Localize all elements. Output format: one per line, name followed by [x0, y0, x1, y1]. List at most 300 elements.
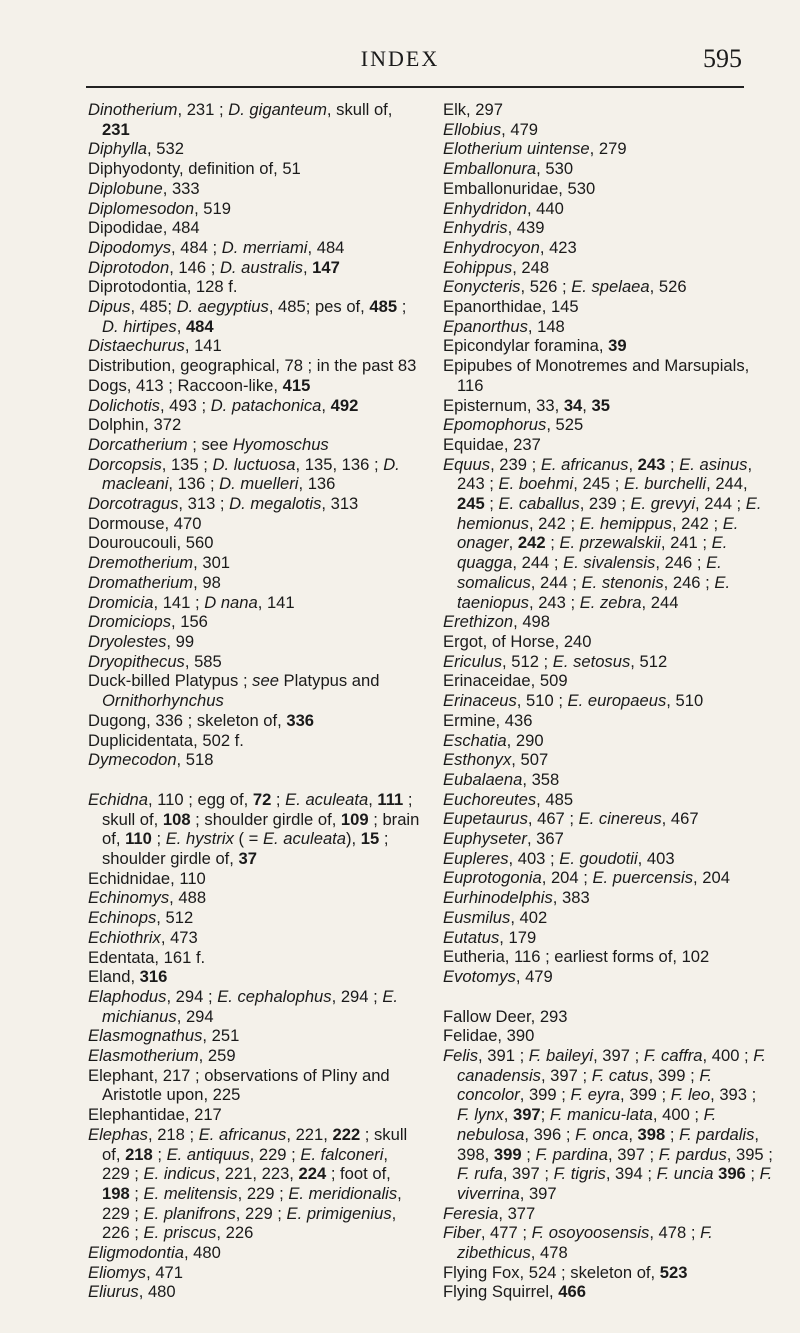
taxon-name: Dymecodon: [88, 750, 177, 770]
entry-text: , 525: [546, 415, 584, 435]
index-entry: [88, 1125, 420, 1243]
entry-text: ;: [665, 1124, 680, 1144]
entry-text: , 484: [307, 237, 345, 257]
entry-text: ; see: [187, 434, 233, 454]
index-entry: [443, 868, 773, 888]
header-rule: [86, 86, 744, 88]
entry-text: , 290: [506, 730, 544, 750]
entry-text: , 242 ;: [528, 513, 580, 533]
letter-section-gap: [443, 987, 773, 1007]
entry-text: Diphyodonty, definition of, 51: [88, 159, 301, 179]
index-entry: [88, 612, 420, 632]
index-entry: [88, 297, 420, 336]
figure-page-ref: 415: [282, 375, 311, 395]
entry-text: , 141 ;: [153, 592, 205, 612]
entry-text: , 239 ;: [490, 454, 541, 474]
taxon-name: Esthonyx: [443, 750, 512, 770]
figure-page-ref: 245: [457, 494, 485, 514]
index-entry: [443, 928, 773, 948]
index-entry: [443, 1282, 773, 1302]
entry-text: , 397 ;: [540, 1065, 592, 1085]
taxon-name: E. primigenius: [286, 1203, 392, 1223]
taxon-name: E. zebra: [579, 592, 642, 612]
index-entry: [88, 750, 420, 770]
entry-text: , 301: [193, 553, 231, 573]
entry-text: , 498: [513, 612, 551, 632]
figure-page-ref: 336: [286, 710, 315, 730]
entry-text: Douroucouli, 560: [88, 533, 214, 553]
taxon-name: Eutatus: [443, 927, 500, 947]
taxon-name: E. africanus: [540, 454, 629, 474]
taxon-name: Enhydris: [443, 218, 508, 238]
entry-text: , 221, 223,: [215, 1164, 299, 1184]
entry-text: Ermine, 436: [443, 710, 533, 730]
index-entry: [88, 790, 420, 869]
index-entry: [88, 100, 420, 139]
entry-text: , 99: [166, 631, 195, 651]
index-entry: [88, 652, 420, 672]
index-entry: [443, 908, 773, 928]
index-entry: [443, 1204, 773, 1224]
entry-text: ;: [151, 829, 166, 849]
taxon-name: E. burchelli: [624, 474, 707, 494]
taxon-name: F. pardus: [658, 1144, 727, 1164]
index-entry: [88, 396, 420, 416]
entry-text: , 244 ;: [512, 553, 564, 573]
entry-text: Eland,: [88, 967, 140, 987]
taxon-name: E. spelaea: [571, 277, 650, 297]
entry-text: , 141: [184, 336, 222, 356]
index-entry: [443, 967, 773, 987]
taxon-name: D nana: [204, 592, 258, 612]
figure-page-ref: 484: [185, 316, 214, 336]
taxon-name: Epomophorus: [443, 415, 547, 435]
entry-text: , 397 ;: [502, 1164, 554, 1184]
taxon-name: F. caffra: [643, 1046, 703, 1066]
entry-text: , 400 ;: [652, 1105, 704, 1125]
entry-text: , 439: [507, 218, 545, 238]
taxon-name: Echidna: [88, 789, 148, 809]
figure-page-ref: 316: [139, 967, 168, 987]
index-entry: [443, 750, 773, 770]
entry-text: , 484 ;: [171, 237, 222, 257]
taxon-name: Fiber: [443, 1223, 481, 1243]
index-entry: [443, 790, 773, 810]
entry-text: , 526: [649, 277, 687, 297]
entry-text: ,: [176, 316, 186, 336]
entry-text: ;: [665, 454, 680, 474]
entry-text: ; foot of,: [326, 1164, 391, 1184]
entry-text: ,: [302, 257, 313, 277]
index-entry: [88, 1046, 420, 1066]
entry-text: , 229 ;: [249, 1144, 301, 1164]
entry-text: , 440: [526, 198, 564, 218]
index-entry: [88, 238, 420, 258]
entry-text: Duplicidentata, 502 f.: [88, 730, 244, 750]
entry-text: , 479: [515, 966, 553, 986]
entry-text: , 241 ;: [660, 533, 712, 553]
taxon-name: E. goudotii: [559, 848, 638, 868]
entry-text: Dolphin, 372: [88, 415, 182, 435]
index-entry: [443, 691, 773, 711]
entry-text: ;: [545, 533, 560, 553]
taxon-name: F. pardalis: [679, 1124, 755, 1144]
index-entry: [443, 179, 773, 199]
entry-text: , 399 ;: [619, 1085, 671, 1105]
entry-text: , 467 ;: [527, 809, 579, 829]
entry-text: , 510 ;: [516, 691, 568, 711]
entry-text: Ergot, of Horse, 240: [443, 631, 592, 651]
entry-text: , 243 ;: [528, 592, 580, 612]
taxon-name: F. uncia: [656, 1164, 714, 1184]
entry-text: , 478: [530, 1243, 568, 1263]
taxon-name: E. priscus: [143, 1223, 217, 1243]
entry-text: , 251: [202, 1026, 240, 1046]
entry-text: , 526 ;: [520, 277, 572, 297]
index-entry: [88, 179, 420, 199]
index-entry: [443, 297, 773, 317]
taxon-name: E. hemionus: [457, 494, 762, 533]
entry-text: Dugong, 336 ; skeleton of,: [88, 710, 287, 730]
figure-page-ref: 243: [637, 454, 666, 474]
index-entry: [443, 671, 773, 691]
taxon-name: E. somalicus: [457, 553, 722, 592]
index-entry: [443, 612, 773, 632]
taxon-name: F. canadensis: [457, 1046, 766, 1085]
taxon-name: F. catus: [591, 1065, 649, 1085]
entry-text: , 467: [661, 809, 699, 829]
taxon-name: E. setosus: [552, 651, 631, 671]
taxon-name: E. boehmi: [498, 474, 574, 494]
figure-page-ref: 111: [377, 789, 404, 809]
taxon-name: Eonycteris: [443, 277, 521, 297]
entry-text: , 485: [536, 789, 574, 809]
entry-text: Epanorthidae, 145: [443, 297, 579, 317]
taxon-name: E. taeniopus: [457, 572, 731, 612]
entry-text: , 179: [499, 927, 537, 947]
entry-text: , 148: [527, 316, 565, 336]
entry-text: , 400 ;: [702, 1046, 754, 1066]
taxon-name: Eschatia: [443, 730, 507, 750]
figure-page-ref: 198: [102, 1183, 130, 1203]
index-entry: [88, 573, 420, 593]
figure-page-ref: 224: [298, 1164, 327, 1184]
entry-text: , 518: [176, 750, 214, 770]
entry-text: , 333: [162, 178, 200, 198]
taxon-name: D. luctuosa: [212, 454, 296, 474]
taxon-name: Dipodomys: [88, 237, 172, 257]
entry-text: , 294 ;: [166, 986, 218, 1006]
entry-text: , 136: [298, 474, 336, 494]
entry-text: ; brain of,: [102, 809, 420, 849]
entry-text: , 479: [501, 119, 539, 139]
entry-text: , 279: [589, 139, 627, 159]
taxon-name: E. melitensis: [143, 1183, 238, 1203]
taxon-name: E. stenonis: [581, 572, 664, 592]
entry-text: , 397 ;: [593, 1046, 644, 1066]
entry-text: , 221,: [286, 1124, 333, 1144]
taxon-name: Eupetaurus: [443, 809, 528, 829]
entry-text: Epicondylar foramina,: [443, 336, 609, 356]
taxon-name: E. indicus: [143, 1164, 216, 1184]
page-number: 595: [703, 44, 742, 73]
taxon-name: E. puercensis: [592, 868, 694, 888]
index-entry: [88, 928, 420, 948]
taxon-name: Elasmotherium: [88, 1046, 199, 1066]
figure-page-ref: 72: [252, 789, 272, 809]
entry-text: , 294 ;: [331, 986, 383, 1006]
taxon-name: Distaechurus: [88, 336, 185, 356]
entry-text: Elephant, 217 ; observations of Pliny and Aristotle upon, 225: [88, 1065, 390, 1105]
entry-text: , 399 ;: [648, 1065, 700, 1085]
taxon-name: E. asinus: [679, 454, 748, 474]
taxon-name: E. meridionalis: [288, 1183, 398, 1203]
taxon-name: F. eyra: [570, 1085, 620, 1105]
figure-page-ref: 147: [312, 257, 340, 277]
taxon-name: Erethizon: [443, 612, 514, 632]
figure-page-ref: 397: [512, 1105, 541, 1125]
index-entry: [88, 888, 420, 908]
index-entry: [88, 455, 420, 494]
entry-text: Elephantidae, 217: [88, 1105, 222, 1125]
index-entry: [88, 948, 420, 968]
index-entry: [443, 159, 773, 179]
entry-text: ( =: [233, 829, 263, 849]
entry-text: , 358: [522, 769, 560, 789]
index-entry: [443, 120, 773, 140]
entry-text: Flying Squirrel,: [443, 1282, 559, 1302]
index-entry: [443, 711, 773, 731]
entry-text: , 136 ;: [168, 474, 220, 494]
taxon-name: D. muelleri: [219, 474, 299, 494]
index-entry: [88, 218, 420, 238]
taxon-name: Euphyseter: [443, 829, 527, 849]
taxon-name: Erinaceus: [443, 691, 517, 711]
entry-text: , 98: [193, 572, 221, 592]
taxon-name: E. cephalophus: [217, 986, 332, 1006]
taxon-name: Equus: [443, 454, 491, 474]
entry-text: , 391 ;: [478, 1046, 529, 1066]
taxon-name: Dromicia: [88, 592, 154, 612]
entry-text: ;: [152, 1144, 167, 1164]
figure-page-ref: 15: [360, 829, 380, 849]
taxon-name: Elaphodus: [88, 986, 167, 1006]
taxon-name: Hyomoschus: [232, 434, 329, 454]
entry-text: , 403 ;: [508, 848, 560, 868]
entry-text: Dormouse, 470: [88, 513, 202, 533]
taxon-name: E. przewalskii: [559, 533, 661, 553]
taxon-name: Eliomys: [88, 1262, 147, 1282]
entry-text: , 397: [519, 1183, 557, 1203]
taxon-name: F. osoyoosensis: [531, 1223, 650, 1243]
index-entry: [88, 1263, 420, 1283]
figure-page-ref: 485: [369, 297, 398, 317]
taxon-name: E. aculeata: [262, 829, 347, 849]
entry-text: , 519: [194, 198, 231, 218]
entry-text: , 135 ;: [161, 454, 213, 474]
index-entry: [88, 1105, 420, 1125]
entry-text: , 397 ;: [608, 1144, 659, 1164]
entry-text: , 493 ;: [159, 395, 211, 415]
entry-text: , 473: [160, 927, 198, 947]
taxon-name: E. sivalensis: [563, 553, 656, 573]
entry-text: , 480: [183, 1243, 221, 1263]
index-entry: [443, 415, 773, 435]
index-entry: [443, 455, 773, 613]
taxon-name: Enhydrocyon: [443, 237, 540, 257]
taxon-name: E. quagga: [457, 533, 728, 573]
index-entry: [443, 632, 773, 652]
entry-text: Equidae, 237: [443, 434, 541, 454]
figure-page-ref: 34: [563, 395, 583, 415]
entry-text: , 396 ;: [524, 1124, 576, 1144]
entry-text: , 510: [666, 691, 704, 711]
index-entry: [443, 1223, 773, 1262]
entry-text: , 512: [630, 651, 668, 671]
entry-text: , 585: [184, 651, 222, 671]
index-entry: [88, 514, 420, 534]
index-entry: [443, 277, 773, 297]
taxon-name: Diprotodon: [88, 257, 170, 277]
entry-text: , skull of,: [326, 100, 393, 119]
entry-text: ;: [540, 1105, 550, 1125]
entry-text: ,: [321, 395, 331, 415]
taxon-name: F. tigris: [553, 1164, 606, 1184]
index-entry: [443, 947, 773, 967]
taxon-name: Ornithorhynchus: [102, 691, 224, 711]
entry-text: , 239 ;: [579, 494, 631, 514]
taxon-name: Dolichotis: [88, 395, 160, 415]
index-entry: [88, 1282, 420, 1302]
figure-page-ref: 222: [332, 1124, 361, 1144]
entry-text: , 135, 136 ;: [295, 454, 384, 474]
index-entry: [88, 533, 420, 553]
letter-section-gap: [88, 770, 420, 790]
taxon-name: E. antiquus: [166, 1144, 250, 1164]
index-entry: [443, 1046, 773, 1204]
taxon-name: F. pardina: [535, 1144, 609, 1164]
entry-text: ; skull of,: [102, 789, 413, 829]
entry-text: , 229 ;: [102, 1183, 402, 1223]
taxon-name: Eusmilus: [443, 907, 511, 927]
taxon-name: Echinops: [88, 908, 157, 928]
taxon-name: Ellobius: [443, 119, 502, 139]
entry-text: ; shoulder girdle of,: [102, 829, 389, 869]
index-entry: [88, 415, 420, 435]
figure-page-ref: 231: [102, 119, 130, 139]
taxon-name: Emballonura: [443, 159, 537, 179]
index-entry: [88, 987, 420, 1026]
running-head-title: INDEX: [360, 46, 440, 71]
entry-text: ,: [628, 1124, 638, 1144]
entry-text: , 231 ;: [177, 100, 229, 119]
entry-text: , 244 ;: [695, 494, 746, 514]
index-entry: [88, 139, 420, 159]
index-entry: [443, 652, 773, 672]
index-column-left: [88, 100, 420, 1302]
figure-page-ref: 37: [238, 849, 257, 869]
figure-page-ref: 242: [517, 533, 546, 553]
taxon-name: F. lynx: [457, 1105, 504, 1125]
taxon-name: E. michianus: [102, 986, 399, 1026]
taxon-name: E. cinereus: [578, 809, 662, 829]
taxon-name: F. onca: [575, 1124, 629, 1144]
taxon-name: E. planifrons: [143, 1203, 236, 1223]
index-entry: [443, 238, 773, 258]
entry-text: , 244 ;: [530, 572, 582, 592]
index-entry: [88, 869, 420, 889]
taxon-name: Enhydridon: [443, 198, 527, 218]
index-entry: [443, 100, 773, 120]
entry-text: Eutheria, 116 ; earliest forms of, 102: [443, 947, 710, 967]
figure-page-ref: 396: [718, 1164, 746, 1184]
taxon-name: Dryolestes: [88, 631, 167, 651]
figure-page-ref: 492: [330, 395, 359, 415]
taxon-name: Diplobune: [88, 178, 163, 198]
index-entry: [443, 829, 773, 849]
taxon-name: D. giganteum: [228, 100, 327, 119]
entry-text: , 485;: [130, 297, 177, 317]
index-entry: [88, 159, 420, 179]
entry-text: , 477 ;: [480, 1223, 532, 1243]
index-entry: [443, 317, 773, 337]
entry-text: , 530: [536, 159, 574, 179]
entry-text: Felidae, 390: [443, 1026, 535, 1046]
entry-text: ,: [508, 533, 518, 553]
figure-page-ref: 109: [340, 809, 369, 829]
figure-page-ref: 218: [125, 1144, 153, 1164]
index-entry: [443, 218, 773, 238]
entry-text: , 242 ;: [671, 513, 723, 533]
taxon-name: Diphylla: [88, 139, 148, 159]
index-entry: [88, 671, 420, 710]
taxon-name: E. hystrix: [165, 829, 234, 849]
taxon-name: Eurhinodelphis: [443, 888, 553, 908]
entry-text: , 246 ;: [655, 553, 707, 573]
entry-text: , 218 ;: [147, 1124, 199, 1144]
taxon-name: Euchoreutes: [443, 789, 537, 809]
entry-text: , 245 ;: [573, 474, 624, 494]
entry-text: , 146 ;: [169, 257, 220, 277]
taxon-name: Dinotherium: [88, 100, 178, 119]
entry-text: , 394 ;: [605, 1164, 657, 1184]
index-entry: [88, 356, 420, 376]
entry-text: Elk, 297: [443, 100, 503, 119]
entry-text: , 244,: [706, 474, 748, 494]
entry-text: , 313 ;: [178, 494, 230, 514]
entry-text: ; skull of,: [102, 1124, 408, 1164]
entry-text: , 229 ;: [237, 1183, 289, 1203]
entry-text: , 377: [498, 1203, 536, 1223]
entry-text: , 478 ;: [649, 1223, 701, 1243]
entry-text: Dogs, 413 ; Raccoon-like,: [88, 375, 283, 395]
taxon-name: D. hirtipes: [102, 316, 177, 336]
index-entry: [443, 396, 773, 416]
figure-page-ref: 39: [608, 336, 627, 356]
taxon-name: E. africanus: [198, 1124, 287, 1144]
entry-text: ,: [628, 454, 638, 474]
taxon-name: Elasmognathus: [88, 1026, 203, 1046]
taxon-name: D. aegyptius: [176, 297, 269, 317]
index-entry: [443, 356, 773, 395]
index-entry: [443, 336, 773, 356]
taxon-name: E. grevyi: [630, 494, 696, 514]
taxon-name: Eupleres: [443, 848, 509, 868]
index-entry: [88, 731, 420, 751]
index-entry: [443, 199, 773, 219]
taxon-name: Diplomesodon: [88, 198, 195, 218]
taxon-name: F. nebulosa: [457, 1105, 717, 1144]
